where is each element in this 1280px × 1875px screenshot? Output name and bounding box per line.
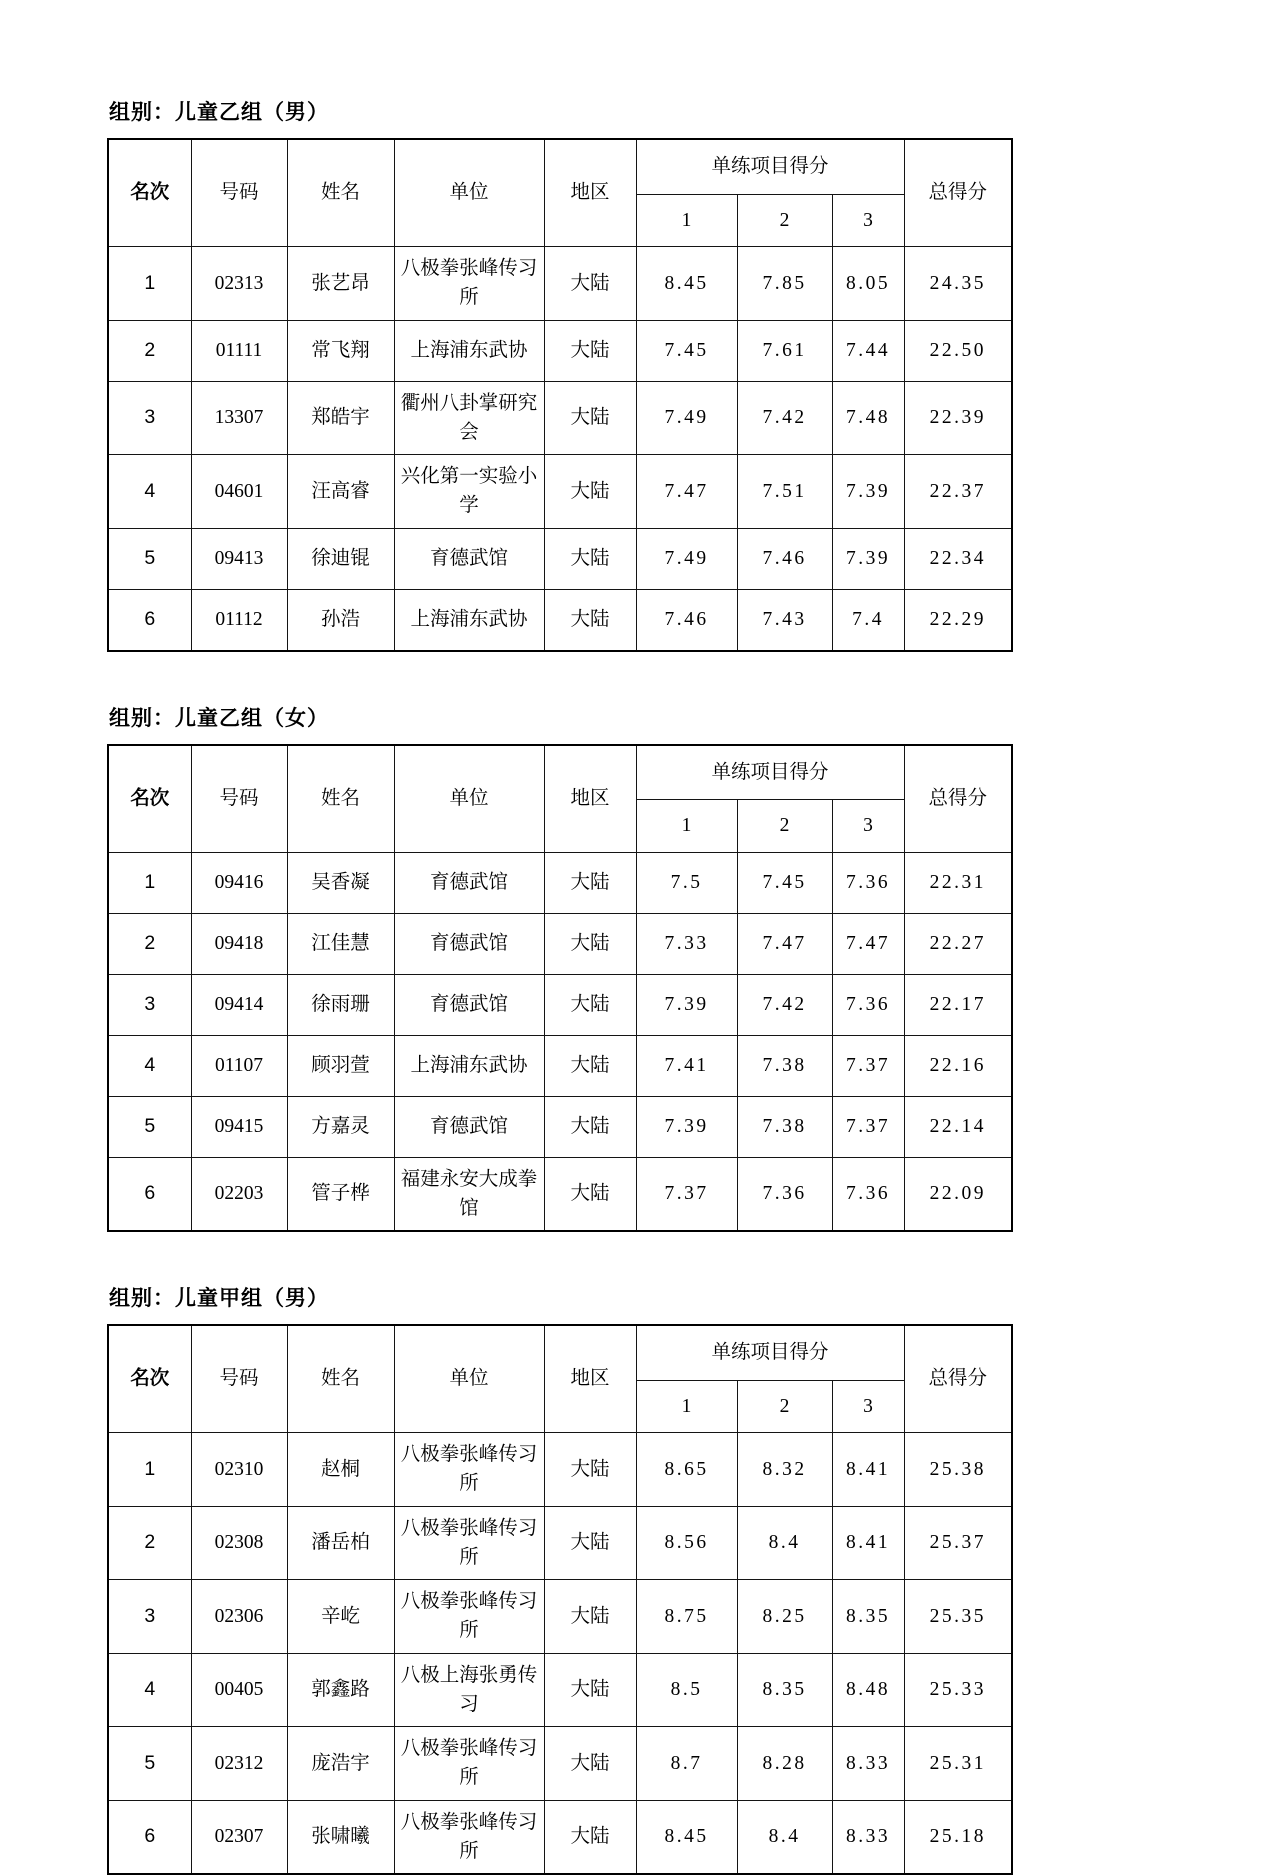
rank-cell: 5	[108, 528, 191, 589]
s2-cell: 8.32	[737, 1433, 832, 1507]
group-section-children-a-male	[107, 1282, 1280, 1875]
s1-cell: 7.49	[636, 381, 737, 455]
table-row	[108, 589, 1012, 651]
col-header-score-1: 1	[636, 800, 737, 852]
number-cell: 09413	[191, 528, 287, 589]
table-row	[108, 1653, 1012, 1727]
s3-cell: 7.4	[832, 589, 904, 651]
s2-cell: 7.85	[737, 247, 832, 321]
number-cell: 09418	[191, 913, 287, 974]
name-cell: 潘岳柏	[287, 1506, 394, 1580]
unit-cell: 育德武馆	[394, 852, 544, 913]
rank-cell: 2	[108, 320, 191, 381]
rank-cell: 2	[108, 913, 191, 974]
s3-cell: 8.33	[832, 1800, 904, 1874]
total-cell: 22.34	[904, 528, 1012, 589]
s2-cell: 7.45	[737, 852, 832, 913]
unit-cell: 八极拳张峰传习所	[394, 1433, 544, 1507]
rank-cell: 1	[108, 852, 191, 913]
rank-cell: 3	[108, 974, 191, 1035]
number-cell: 01111	[191, 320, 287, 381]
number-cell: 02306	[191, 1580, 287, 1654]
rank-cell: 3	[108, 1580, 191, 1654]
rank-cell: 6	[108, 1800, 191, 1874]
unit-cell: 八极拳张峰传习所	[394, 1800, 544, 1874]
unit-cell: 育德武馆	[394, 1096, 544, 1157]
number-cell: 02307	[191, 1800, 287, 1874]
unit-cell: 上海浦东武协	[394, 1035, 544, 1096]
s3-cell: 7.48	[832, 381, 904, 455]
number-cell: 02308	[191, 1506, 287, 1580]
s1-cell: 7.47	[636, 455, 737, 529]
s1-cell: 8.65	[636, 1433, 737, 1507]
number-cell: 00405	[191, 1653, 287, 1727]
s3-cell: 8.41	[832, 1433, 904, 1507]
s3-cell: 7.47	[832, 913, 904, 974]
s3-cell: 8.48	[832, 1653, 904, 1727]
name-cell: 庞浩宇	[287, 1727, 394, 1801]
s3-cell: 8.41	[832, 1506, 904, 1580]
table-body	[108, 247, 1012, 651]
table-row	[108, 455, 1012, 529]
unit-cell: 育德武馆	[394, 913, 544, 974]
name-cell: 江佳慧	[287, 913, 394, 974]
unit-cell: 兴化第一实验小学	[394, 455, 544, 529]
name-cell: 赵桐	[287, 1433, 394, 1507]
s2-cell: 7.46	[737, 528, 832, 589]
total-cell: 22.29	[904, 589, 1012, 651]
group-section-children-b-female	[107, 702, 1280, 1233]
rank-cell: 1	[108, 247, 191, 321]
s2-cell: 7.38	[737, 1096, 832, 1157]
s3-cell: 8.05	[832, 247, 904, 321]
name-cell: 辛屹	[287, 1580, 394, 1654]
col-header-score-1: 1	[636, 1380, 737, 1432]
table-body	[108, 1433, 1012, 1875]
s3-cell: 7.36	[832, 1157, 904, 1231]
col-header-unit: 单位	[394, 745, 544, 853]
s2-cell: 7.47	[737, 913, 832, 974]
col-header-score-group: 单练项目得分	[636, 139, 904, 194]
name-cell: 张啸曦	[287, 1800, 394, 1874]
total-cell: 22.17	[904, 974, 1012, 1035]
region-cell: 大陆	[544, 247, 636, 321]
total-cell: 22.50	[904, 320, 1012, 381]
table-row	[108, 247, 1012, 321]
total-cell: 22.27	[904, 913, 1012, 974]
region-cell: 大陆	[544, 1727, 636, 1801]
s3-cell: 8.35	[832, 1580, 904, 1654]
rank-cell: 5	[108, 1096, 191, 1157]
number-cell: 02203	[191, 1157, 287, 1231]
number-cell: 13307	[191, 381, 287, 455]
s1-cell: 7.39	[636, 1096, 737, 1157]
region-cell: 大陆	[544, 1800, 636, 1874]
unit-cell: 衢州八卦掌研究会	[394, 381, 544, 455]
col-header-region: 地区	[544, 1325, 636, 1433]
col-header-score-group: 单练项目得分	[636, 745, 904, 800]
group-title: 组别：儿童乙组（女）	[109, 706, 329, 730]
s3-cell: 7.36	[832, 852, 904, 913]
name-cell: 方嘉灵	[287, 1096, 394, 1157]
s1-cell: 7.5	[636, 852, 737, 913]
s3-cell: 7.37	[832, 1035, 904, 1096]
unit-cell: 八极拳张峰传习所	[394, 1506, 544, 1580]
s1-cell: 7.41	[636, 1035, 737, 1096]
col-header-name: 姓名	[287, 745, 394, 853]
s2-cell: 7.36	[737, 1157, 832, 1231]
number-cell: 02313	[191, 247, 287, 321]
s1-cell: 7.37	[636, 1157, 737, 1231]
s1-cell: 7.39	[636, 974, 737, 1035]
table-row	[108, 1800, 1012, 1874]
s1-cell: 8.75	[636, 1580, 737, 1654]
s1-cell: 7.46	[636, 589, 737, 651]
col-header-score-3: 3	[832, 1380, 904, 1432]
total-cell: 22.31	[904, 852, 1012, 913]
unit-cell: 八极拳张峰传习所	[394, 247, 544, 321]
region-cell: 大陆	[544, 1035, 636, 1096]
total-cell: 22.09	[904, 1157, 1012, 1231]
unit-cell: 福建永安大成拳馆	[394, 1157, 544, 1231]
table-row	[108, 1580, 1012, 1654]
table-row	[108, 1506, 1012, 1580]
rank-cell: 4	[108, 1035, 191, 1096]
s1-cell: 8.7	[636, 1727, 737, 1801]
region-cell: 大陆	[544, 913, 636, 974]
table-row	[108, 381, 1012, 455]
table-row	[108, 1157, 1012, 1231]
s3-cell: 7.39	[832, 528, 904, 589]
rank-cell: 4	[108, 1653, 191, 1727]
total-cell: 22.37	[904, 455, 1012, 529]
total-cell: 25.38	[904, 1433, 1012, 1507]
col-header-rank: 名次	[108, 139, 191, 247]
col-header-unit: 单位	[394, 1325, 544, 1433]
s2-cell: 7.42	[737, 381, 832, 455]
group-section-children-b-male	[107, 96, 1280, 652]
total-cell: 24.35	[904, 247, 1012, 321]
region-cell: 大陆	[544, 1506, 636, 1580]
results-table	[107, 138, 1013, 652]
table-row	[108, 1433, 1012, 1507]
s2-cell: 7.51	[737, 455, 832, 529]
region-cell: 大陆	[544, 455, 636, 529]
s1-cell: 8.5	[636, 1653, 737, 1727]
unit-cell: 上海浦东武协	[394, 589, 544, 651]
s2-cell: 7.38	[737, 1035, 832, 1096]
s2-cell: 8.25	[737, 1580, 832, 1654]
name-cell: 管子桦	[287, 1157, 394, 1231]
col-header-name: 姓名	[287, 1325, 394, 1433]
col-header-score-3: 3	[832, 800, 904, 852]
region-cell: 大陆	[544, 974, 636, 1035]
total-cell: 22.39	[904, 381, 1012, 455]
region-cell: 大陆	[544, 1580, 636, 1654]
number-cell: 09415	[191, 1096, 287, 1157]
s1-cell: 8.56	[636, 1506, 737, 1580]
table-row	[108, 913, 1012, 974]
s3-cell: 7.37	[832, 1096, 904, 1157]
results-table	[107, 1324, 1013, 1875]
col-header-number: 号码	[191, 139, 287, 247]
number-cell: 04601	[191, 455, 287, 529]
col-header-score-2: 2	[737, 800, 832, 852]
s3-cell: 7.36	[832, 974, 904, 1035]
region-cell: 大陆	[544, 852, 636, 913]
s2-cell: 8.4	[737, 1506, 832, 1580]
region-cell: 大陆	[544, 528, 636, 589]
col-header-number: 号码	[191, 1325, 287, 1433]
region-cell: 大陆	[544, 1433, 636, 1507]
total-cell: 25.18	[904, 1800, 1012, 1874]
name-cell: 徐迪锟	[287, 528, 394, 589]
region-cell: 大陆	[544, 589, 636, 651]
unit-cell: 上海浦东武协	[394, 320, 544, 381]
col-header-score-3: 3	[832, 194, 904, 246]
s1-cell: 8.45	[636, 247, 737, 321]
table-body	[108, 852, 1012, 1231]
s2-cell: 7.43	[737, 589, 832, 651]
rank-cell: 1	[108, 1433, 191, 1507]
rank-cell: 2	[108, 1506, 191, 1580]
name-cell: 郭鑫路	[287, 1653, 394, 1727]
name-cell: 常飞翔	[287, 320, 394, 381]
unit-cell: 育德武馆	[394, 974, 544, 1035]
name-cell: 徐雨珊	[287, 974, 394, 1035]
unit-cell: 育德武馆	[394, 528, 544, 589]
col-header-region: 地区	[544, 745, 636, 853]
rank-cell: 4	[108, 455, 191, 529]
region-cell: 大陆	[544, 320, 636, 381]
total-cell: 25.31	[904, 1727, 1012, 1801]
col-header-score-2: 2	[737, 194, 832, 246]
rank-cell: 6	[108, 589, 191, 651]
col-header-name: 姓名	[287, 139, 394, 247]
col-header-score-1: 1	[636, 194, 737, 246]
results-table	[107, 744, 1013, 1233]
col-header-unit: 单位	[394, 139, 544, 247]
table-row	[108, 1096, 1012, 1157]
number-cell: 02310	[191, 1433, 287, 1507]
col-header-number: 号码	[191, 745, 287, 853]
total-cell: 25.37	[904, 1506, 1012, 1580]
s1-cell: 8.45	[636, 1800, 737, 1874]
name-cell: 孙浩	[287, 589, 394, 651]
s1-cell: 7.45	[636, 320, 737, 381]
col-header-rank: 名次	[108, 1325, 191, 1433]
table-row	[108, 1035, 1012, 1096]
table-header	[108, 139, 1012, 247]
total-cell: 22.16	[904, 1035, 1012, 1096]
unit-cell: 八极上海张勇传习	[394, 1653, 544, 1727]
name-cell: 张艺昂	[287, 247, 394, 321]
s2-cell: 7.42	[737, 974, 832, 1035]
name-cell: 郑皓宇	[287, 381, 394, 455]
total-cell: 25.35	[904, 1580, 1012, 1654]
col-header-region: 地区	[544, 139, 636, 247]
rank-cell: 3	[108, 381, 191, 455]
s3-cell: 7.39	[832, 455, 904, 529]
table-row	[108, 1727, 1012, 1801]
total-cell: 25.33	[904, 1653, 1012, 1727]
col-header-score-group: 单练项目得分	[636, 1325, 904, 1380]
unit-cell: 八极拳张峰传习所	[394, 1580, 544, 1654]
group-title: 组别：儿童甲组（男）	[109, 1287, 329, 1310]
col-header-total: 总得分	[904, 139, 1012, 247]
region-cell: 大陆	[544, 1157, 636, 1231]
name-cell: 汪高睿	[287, 455, 394, 529]
table-row	[108, 528, 1012, 589]
col-header-rank: 名次	[108, 745, 191, 853]
rank-cell: 5	[108, 1727, 191, 1801]
s2-cell: 8.28	[737, 1727, 832, 1801]
number-cell: 09414	[191, 974, 287, 1035]
col-header-total: 总得分	[904, 745, 1012, 853]
table-row	[108, 320, 1012, 381]
col-header-total: 总得分	[904, 1325, 1012, 1433]
s2-cell: 8.4	[737, 1800, 832, 1874]
total-cell: 22.14	[904, 1096, 1012, 1157]
s1-cell: 7.33	[636, 913, 737, 974]
table-row	[108, 852, 1012, 913]
name-cell: 顾羽萱	[287, 1035, 394, 1096]
name-cell: 吴香凝	[287, 852, 394, 913]
table-header	[108, 1325, 1012, 1433]
region-cell: 大陆	[544, 381, 636, 455]
table-header	[108, 745, 1012, 853]
s2-cell: 7.61	[737, 320, 832, 381]
number-cell: 09416	[191, 852, 287, 913]
rank-cell: 6	[108, 1157, 191, 1231]
s3-cell: 8.33	[832, 1727, 904, 1801]
s1-cell: 7.49	[636, 528, 737, 589]
region-cell: 大陆	[544, 1096, 636, 1157]
number-cell: 02312	[191, 1727, 287, 1801]
col-header-score-2: 2	[737, 1380, 832, 1432]
number-cell: 01112	[191, 589, 287, 651]
table-row	[108, 974, 1012, 1035]
s3-cell: 7.44	[832, 320, 904, 381]
number-cell: 01107	[191, 1035, 287, 1096]
region-cell: 大陆	[544, 1653, 636, 1727]
s2-cell: 8.35	[737, 1653, 832, 1727]
group-title: 组别：儿童乙组（男）	[109, 101, 329, 124]
unit-cell: 八极拳张峰传习所	[394, 1727, 544, 1801]
